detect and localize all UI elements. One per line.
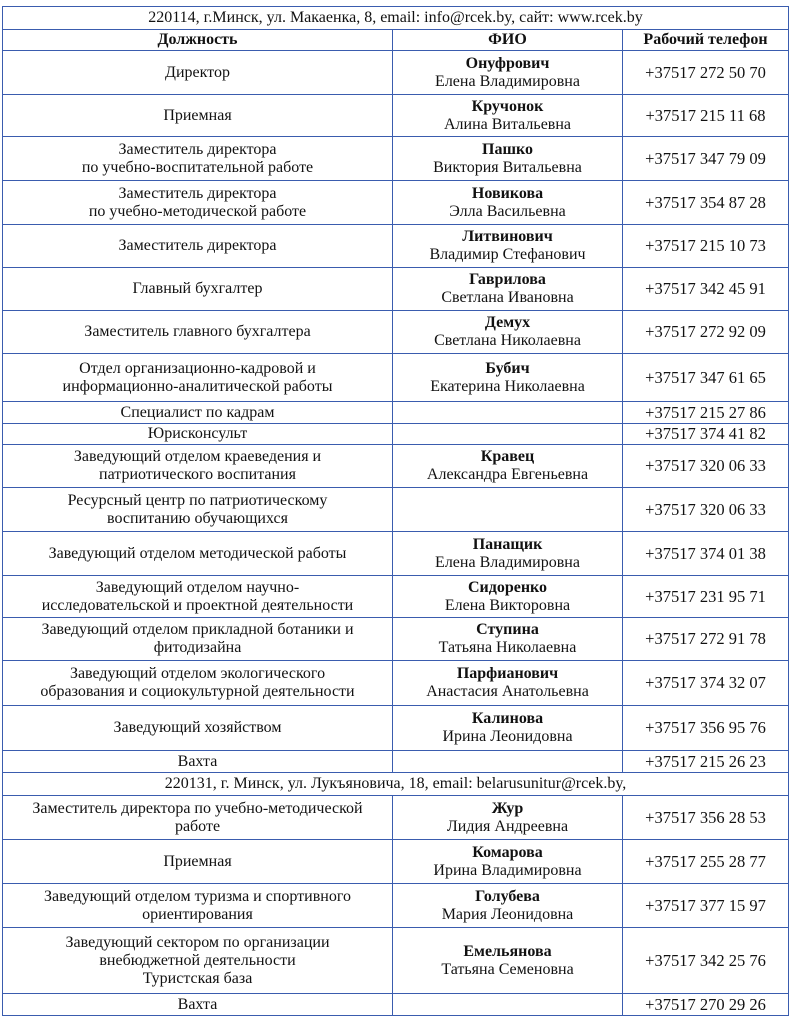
name-cell [393,225,623,268]
phone-cell: +37517 272 91 78 [623,618,789,661]
position-text: Вахта [177,995,218,1013]
given-name: Елена Владимировна [435,553,580,571]
position-cell [3,488,393,532]
surname: Сидоренко [467,578,548,596]
phone-cell: +37517 374 01 38 [623,532,789,576]
name-cell [393,928,623,994]
phone-cell: +37517 347 61 65 [623,354,789,402]
phone-cell: +37517 356 95 76 [623,706,789,751]
phone-cell: +37517 374 32 07 [623,661,789,706]
table-row [3,181,789,225]
surname: Кручонок [471,97,544,115]
position-text: Приемная [163,852,232,870]
given-name: Лидия Андреевна [446,817,569,835]
phone-cell: +37517 270 29 26 [623,994,789,1016]
position-text: Заведующий отделом прикладной ботаники и фитодизайна [41,621,354,656]
position-text: Специалист по кадрам [120,403,275,421]
name-cell [393,884,623,928]
name-cell [393,402,623,424]
phone-cell: +37517 215 26 23 [623,751,789,773]
position-cell [3,424,393,445]
phone-cell: +37517 215 11 68 [623,95,789,137]
phone-cell: +37517 377 15 97 [623,884,789,928]
position-text: Заместитель директора по учебно-воспитательной работе [81,140,314,176]
name-cell [393,137,623,181]
position-text: Директор [165,63,230,81]
table-row [3,402,789,424]
name-cell [393,354,623,402]
name-cell [393,751,623,773]
phone-cell: +37517 347 79 09 [623,137,789,181]
given-name: Елена Владимировна [435,72,580,90]
phone-cell: +37517 356 28 53 [623,796,789,840]
phone-cell: +37517 374 41 82 [623,424,789,445]
surname: Гаврилова [469,271,546,288]
position-text: Главный бухгалтер [132,280,263,297]
position-cell [3,884,393,928]
position-cell [3,994,393,1016]
given-name: Светлана Ивановна [441,289,574,306]
position-cell [3,445,393,488]
position-cell [3,928,393,994]
table-row [3,532,789,576]
name-cell [393,576,623,618]
name-cell [393,311,623,354]
position-cell [3,661,393,706]
position-text: Заместитель директора по учебно-методической работе [88,184,307,220]
position-cell [3,181,393,225]
table-row [3,840,789,884]
surname: Бубич [485,359,530,377]
table-row [3,884,789,928]
phone-cell: +37517 215 10 73 [623,225,789,268]
table-row [3,424,789,445]
position-text: Юрисконсульт [147,425,248,442]
phone-cell: +37517 272 50 70 [623,51,789,95]
header-position: Должность [3,30,393,51]
table-row [3,576,789,618]
name-cell [393,532,623,576]
table-row [3,488,789,532]
surname: Жур [491,799,524,817]
table-row [3,928,789,994]
given-name: Екатерина Николаевна [430,377,585,395]
name-cell [393,95,623,137]
given-name: Анастасия Анатольевна [426,683,589,700]
surname: Комарова [472,843,543,861]
name-cell [393,51,623,95]
name-cell [393,796,623,840]
position-cell [3,576,393,618]
surname: Новикова [471,184,544,202]
surname: Литвинович [462,228,553,245]
header-row [3,30,789,51]
table-row [3,706,789,751]
position-text: Заведующий отделом методической работы [48,544,347,562]
surname: Кравец [480,448,535,465]
given-name: Алина Витальевна [443,115,572,133]
phone-cell: +37517 215 27 86 [623,402,789,424]
given-name: Ирина Владимировна [433,861,582,879]
address-cell: 220114, г.Минск, ул. Макаенка, 8, email: info@rcek.by, сайт: www.rcek.by [3,7,789,30]
phone-cell: +37517 231 95 71 [623,576,789,618]
table-row [3,137,789,181]
position-cell [3,402,393,424]
given-name: Мария Леонидовна [441,905,574,923]
position-cell [3,51,393,95]
surname: Голубева [475,887,540,905]
position-cell [3,796,393,840]
table-row [3,751,789,773]
given-name: Виктория Витальевна [433,158,582,176]
name-cell [393,445,623,488]
position-cell [3,268,393,311]
name-cell [393,661,623,706]
name-cell [393,181,623,225]
table-row [3,225,789,268]
header-name: ФИО [393,30,623,51]
position-text: Ресурсный центр по патриотическому воспитанию обучающихся [67,491,328,527]
position-text: Заведующий отделом краеведения и патриотического воспитания [73,448,322,483]
position-cell [3,137,393,181]
name-cell [393,994,623,1016]
contacts-table [2,6,789,1016]
name-cell [393,268,623,311]
contacts-sheet [2,6,788,1016]
position-text: Заведующий отделом туризма и спортивного ориентирования [43,887,352,923]
position-cell [3,706,393,751]
table-row [3,618,789,661]
table-row [3,311,789,354]
position-cell [3,95,393,137]
name-cell [393,424,623,445]
name-cell [393,706,623,751]
surname: Ступина [476,621,539,638]
table-row [3,796,789,840]
address-cell: 220131, г. Минск, ул. Лукъяновича, 18, email: belarusunitur@rcek.by, [3,773,789,796]
given-name: Татьяна Николаевна [438,639,577,656]
position-text: Отдел организационно-кадровой и информационно-аналитической работы [62,359,333,395]
phone-cell: +37517 255 28 77 [623,840,789,884]
name-cell [393,840,623,884]
name-cell [393,488,623,532]
phone-cell: +37517 342 45 91 [623,268,789,311]
surname: Пашко [482,140,533,158]
position-cell [3,618,393,661]
table-row [3,354,789,402]
phone-cell: +37517 320 06 33 [623,488,789,532]
table-row [3,268,789,311]
address-row [3,773,789,796]
given-name: Владимир Стефанович [429,246,586,263]
position-cell [3,311,393,354]
position-text: Вахта [177,752,218,770]
given-name: Светлана Николаевна [434,332,581,349]
surname: Емельянова [463,942,552,960]
position-cell [3,225,393,268]
given-name: Татьяна Семеновна [441,960,574,978]
position-text: Заместитель главного бухгалтера [84,323,311,340]
name-cell [393,618,623,661]
position-text: Заместитель директора [118,237,277,254]
position-text: Заведующий отделом экологического образования и социокультурной деятельности [40,665,355,700]
surname: Панащик [472,535,543,553]
surname: Демух [484,314,531,331]
table-row [3,994,789,1016]
position-text: Приемная [163,106,232,124]
position-text: Заместитель директора по учебно-методической работе [32,799,363,835]
position-cell [3,751,393,773]
position-text: Заведующий отделом научно- исследовательской и проектной деятельности [41,578,354,614]
phone-cell: +37517 354 87 28 [623,181,789,225]
surname: Калинова [471,710,544,727]
table-row [3,95,789,137]
phone-cell: +37517 272 92 09 [623,311,789,354]
given-name: Александра Евгеньевна [426,466,589,483]
table-row [3,445,789,488]
address-row [3,7,789,30]
position-cell [3,532,393,576]
surname: Онуфрович [465,54,550,72]
header-phone: Рабочий телефон [623,30,789,51]
position-cell [3,840,393,884]
given-name: Елена Викторовна [444,596,571,614]
position-text: Заведующий хозяйством [113,719,282,736]
table-row [3,51,789,95]
position-cell [3,354,393,402]
given-name: Ирина Леонидовна [442,728,573,745]
table-row [3,661,789,706]
given-name: Элла Васильевна [449,202,566,220]
phone-cell: +37517 342 25 76 [623,928,789,994]
position-text: Заведующий сектором по организации внебюджетной деятельности Туристская база [65,933,330,987]
surname: Парфианович [456,665,559,682]
phone-cell: +37517 320 06 33 [623,445,789,488]
